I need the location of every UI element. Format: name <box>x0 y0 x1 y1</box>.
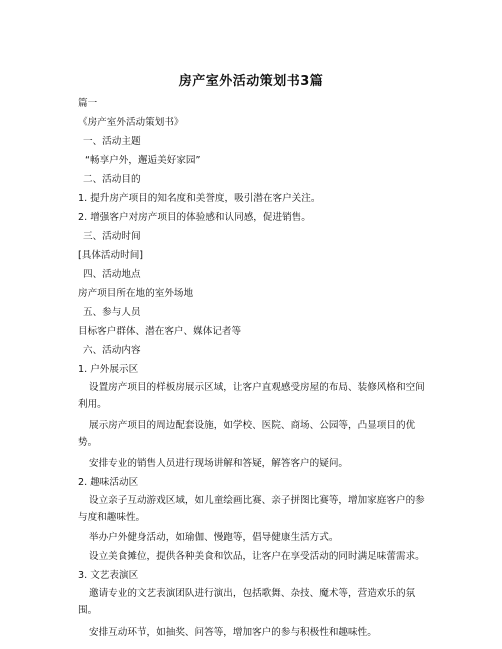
doc-subtitle: 《房产室外活动策划书》 <box>78 117 184 128</box>
content-paragraph: 设立美食摊位，提供各种美食和饮品，让客户在享受活动的同时满足味蕾需求。 <box>89 551 425 562</box>
theme-text: “畅享户外，邂逅美好家园” <box>85 155 201 166</box>
heading-content: 六、活动内容 <box>83 345 141 356</box>
content-paragraph: 安排互动环节，如抽奖、问答等，增加客户的参与积极性和趣味性。 <box>89 627 377 638</box>
content-subheading-2: 2. 趣味活动区 <box>78 477 139 488</box>
heading-purpose: 二、活动目的 <box>83 174 141 185</box>
time-text: [具体活动时间] <box>78 250 144 261</box>
content-subheading-1: 1. 户外展示区 <box>78 364 139 375</box>
heading-location: 四、活动地点 <box>83 269 141 280</box>
content-paragraph: 设立亲子互动游戏区域，如儿童绘画比赛、亲子拼图比赛等，增加家庭客户的参与度和趣味性。 <box>78 495 425 523</box>
content-paragraph: 设置房产项目的样板房展示区域，让客户直观感受房屋的布局、装修风格和空间利用。 <box>78 382 425 410</box>
content-paragraph: 安排专业的销售人员进行现场讲解和答疑，解答客户的疑问。 <box>89 458 349 469</box>
content-paragraph: 展示房产项目的周边配套设施，如学校、医院、商场、公园等，凸显项目的优势。 <box>78 420 416 448</box>
participants-text: 目标客户群体、潜在客户、媒体记者等 <box>78 326 242 337</box>
heading-participants: 五、参与人员 <box>83 307 141 318</box>
location-text: 房产项目所在地的室外场地 <box>78 288 194 299</box>
heading-theme: 一、活动主题 <box>83 136 141 147</box>
section-label-part1: 篇一 <box>78 98 98 109</box>
content-subheading-3: 3. 文艺表演区 <box>78 570 139 581</box>
purpose-item-1: 1. 提升房产项目的知名度和美誉度，吸引潜在客户关注。 <box>78 193 321 204</box>
document-title: 房产室外活动策划书3篇 <box>178 74 324 89</box>
content-paragraph: 举办户外健身活动，如瑜伽、慢跑等，倡导健康生活方式。 <box>89 532 339 543</box>
purpose-item-2: 2. 增强客户对房产项目的体验感和认同感，促进销售。 <box>78 212 311 223</box>
heading-time: 三、活动时间 <box>83 231 141 242</box>
content-paragraph: 邀请专业的文艺表演团队进行演出，包括歌舞、杂技、魔术等，营造欢乐的氛围。 <box>78 588 416 616</box>
